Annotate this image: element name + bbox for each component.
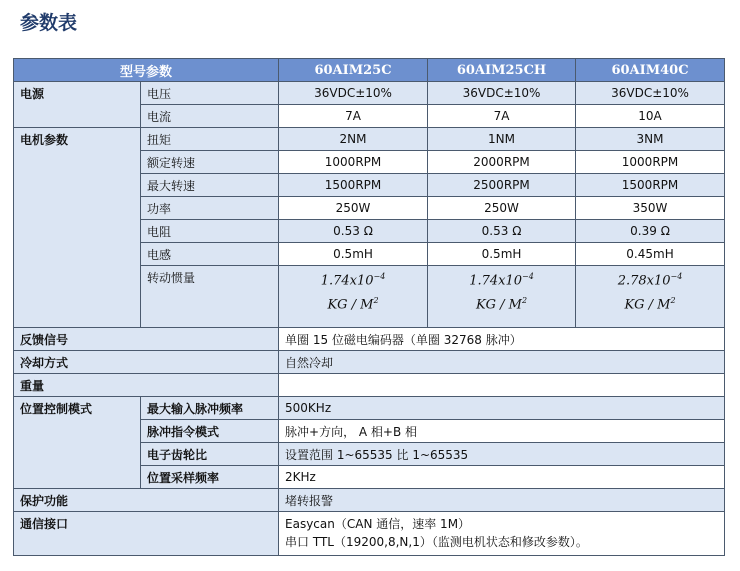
- row-label: 功率: [141, 197, 279, 220]
- table-row: [14, 351, 725, 374]
- table-row: [14, 512, 725, 556]
- cell: 单圈 15 位磁电编码器（单圈 32768 脉冲）: [279, 328, 725, 351]
- row-label: 额定转速: [141, 151, 279, 174]
- header-param: 型号参数: [14, 59, 279, 82]
- inertia-exp: −4: [670, 272, 683, 281]
- inertia-cell: [428, 266, 576, 328]
- inertia-unit: KG / M: [327, 297, 374, 313]
- inertia-exp: −4: [522, 272, 534, 281]
- row-label: 冷却方式: [14, 351, 279, 374]
- comm-line-1: Easycan（CAN 通信，速率 1M）: [285, 517, 471, 531]
- inertia-unit: KG / M: [475, 297, 522, 313]
- group-power: 电源: [14, 82, 141, 128]
- cell: 堵转报警: [279, 489, 725, 512]
- cell: 1500RPM: [279, 174, 428, 197]
- cell: 3NM: [576, 128, 725, 151]
- cell: 250W: [428, 197, 576, 220]
- table-row: [14, 374, 725, 397]
- cell: 2NM: [279, 128, 428, 151]
- cell: 36VDC±10%: [279, 82, 428, 105]
- row-label: 重量: [14, 374, 279, 397]
- cell: 0.39 Ω: [576, 220, 725, 243]
- cell: 设置范围 1~65535 比 1~65535: [279, 443, 725, 466]
- cell: 250W: [279, 197, 428, 220]
- cell: 1000RPM: [576, 151, 725, 174]
- cell: 2KHz: [279, 466, 725, 489]
- table-row: [14, 82, 725, 105]
- row-label: 最大输入脉冲频率: [141, 397, 279, 420]
- cell: 7A: [428, 105, 576, 128]
- row-label: 扭矩: [141, 128, 279, 151]
- cell: 2000RPM: [428, 151, 576, 174]
- cell: [279, 374, 725, 397]
- row-label: 电流: [141, 105, 279, 128]
- inertia-unit-exp: 2: [522, 296, 528, 305]
- cell: 自然冷却: [279, 351, 725, 374]
- cell: 2500RPM: [428, 174, 576, 197]
- inertia-mantissa: 1.74x10: [469, 273, 523, 289]
- page-title: 参数表: [20, 12, 78, 34]
- cell: 36VDC±10%: [428, 82, 576, 105]
- inertia-unit: KG / M: [624, 297, 671, 313]
- comm-line-2: 串口 TTL（19200,8,N,1）（监测电机状态和修改参数）。: [285, 535, 588, 549]
- inertia-cell: [279, 266, 428, 328]
- table-row: [14, 489, 725, 512]
- header-model-1: 60AIM25C: [279, 59, 428, 82]
- row-label: 电阻: [141, 220, 279, 243]
- inertia-exp: −4: [373, 272, 386, 281]
- cell: 脉冲+方向， A 相+B 相: [279, 420, 725, 443]
- header-row: [14, 59, 725, 82]
- cell: 0.53 Ω: [428, 220, 576, 243]
- row-label: 电感: [141, 243, 279, 266]
- header-model-2: 60AIM25CH: [428, 59, 576, 82]
- row-label: 脉冲指令模式: [141, 420, 279, 443]
- row-label: 电子齿轮比: [141, 443, 279, 466]
- inertia-mantissa: 2.78x10: [617, 273, 671, 289]
- inertia-unit-exp: 2: [670, 296, 676, 305]
- inertia-unit-exp: 2: [373, 296, 379, 305]
- cell: 1500RPM: [576, 174, 725, 197]
- inertia-mantissa: 1.74x10: [320, 273, 374, 289]
- cell: 36VDC±10%: [576, 82, 725, 105]
- row-label: 位置采样频率: [141, 466, 279, 489]
- cell: 500KHz: [279, 397, 725, 420]
- cell: 0.5mH: [279, 243, 428, 266]
- row-label: 转动惯量: [141, 266, 279, 328]
- table-row: [14, 328, 725, 351]
- cell: 10A: [576, 105, 725, 128]
- cell: [279, 512, 725, 556]
- cell: 0.53 Ω: [279, 220, 428, 243]
- table-row: [14, 128, 725, 151]
- header-model-3: 60AIM40C: [576, 59, 725, 82]
- row-label: 保护功能: [14, 489, 279, 512]
- row-label: 通信接口: [14, 512, 279, 556]
- cell: 350W: [576, 197, 725, 220]
- spec-table: [13, 58, 725, 556]
- cell: 0.45mH: [576, 243, 725, 266]
- group-position-mode: 位置控制模式: [14, 397, 141, 489]
- table-row: [14, 397, 725, 420]
- cell: 1000RPM: [279, 151, 428, 174]
- row-label: 电压: [141, 82, 279, 105]
- row-label: 反馈信号: [14, 328, 279, 351]
- cell: 7A: [279, 105, 428, 128]
- cell: 0.5mH: [428, 243, 576, 266]
- group-motor: 电机参数: [14, 128, 141, 328]
- row-label: 最大转速: [141, 174, 279, 197]
- cell: 1NM: [428, 128, 576, 151]
- inertia-cell: [576, 266, 725, 328]
